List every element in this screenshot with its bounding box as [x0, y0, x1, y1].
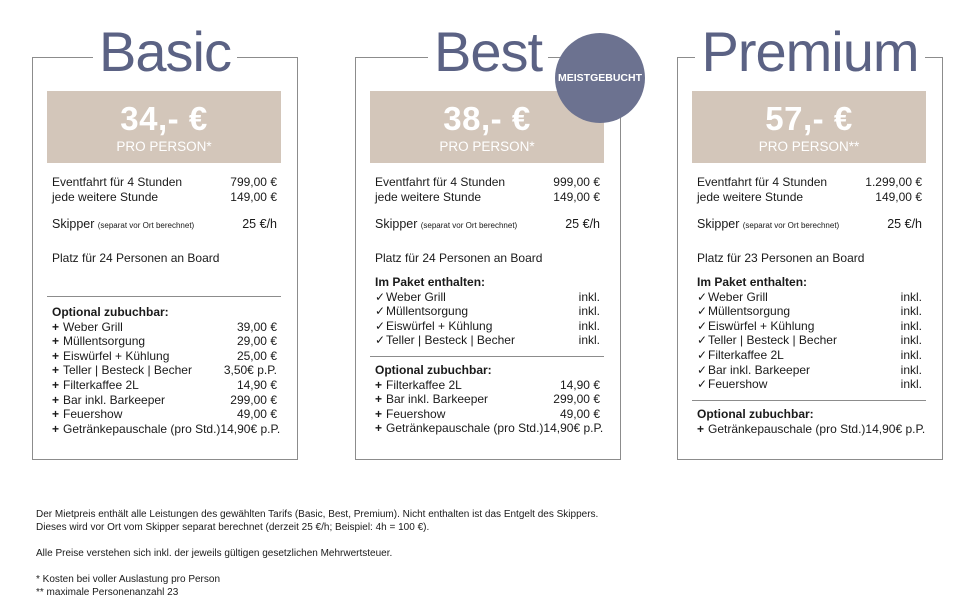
included-list — [697, 275, 922, 392]
skipper-value: 25 €/h — [565, 217, 600, 231]
eventfahrt-label: Eventfahrt für 4 Stunden — [52, 175, 183, 189]
plus-icon: + — [375, 406, 383, 421]
divider — [692, 400, 926, 401]
item-label: Weber Grill — [63, 319, 123, 334]
optional-heading: Optional zubuchbar: — [52, 305, 169, 319]
extra-hour-label: jede weitere Stunde — [375, 189, 482, 204]
item-label: Bar inkl. Barkeeper — [63, 392, 166, 407]
plus-icon: + — [52, 363, 60, 378]
item-value: 14,90€ p.P. — [220, 421, 281, 436]
list-item — [375, 378, 600, 393]
card-title: Premium — [695, 20, 924, 83]
item-label: Bar inkl. Barkeeper — [386, 392, 489, 407]
footnote-double-asterisk: ** maximale Personenanzahl 23 — [36, 587, 179, 598]
base-prices — [697, 175, 922, 204]
price: 38,- € — [443, 100, 531, 137]
list-item — [52, 334, 277, 349]
item-value: 25,00 € — [236, 348, 277, 363]
item-label: Müllentsorgung — [708, 304, 791, 319]
item-value: inkl. — [900, 362, 922, 377]
item-label: Getränkepauschale (pro Std.) — [63, 421, 221, 436]
item-value: 299,00 € — [553, 392, 600, 407]
list-item — [697, 377, 922, 392]
checkmark-icon: ✓ — [375, 333, 386, 348]
extra-hour-value: 149,00 € — [875, 189, 922, 204]
item-value: inkl. — [900, 318, 922, 333]
item-value: 14,90€ p.P. — [865, 421, 926, 436]
skipper-label: Skipper — [697, 217, 740, 231]
capacity: Platz für 23 Personen an Board — [697, 251, 865, 265]
item-value: inkl. — [900, 289, 922, 304]
list-item — [697, 319, 922, 334]
price: 57,- € — [765, 100, 853, 137]
price-box — [692, 91, 926, 163]
plus-icon: + — [697, 421, 705, 436]
item-value: 39,00 € — [236, 319, 277, 334]
list-item — [375, 290, 600, 305]
extra-hour-value: 149,00 € — [553, 189, 600, 204]
list-item — [697, 348, 922, 363]
list-item — [697, 363, 922, 378]
checkmark-icon: ✓ — [697, 347, 708, 362]
optional-list — [52, 305, 281, 436]
base-prices — [375, 175, 600, 204]
item-value: 14,90€ p.P. — [543, 421, 604, 436]
skipper-note: (separat vor Ort berechnet) — [742, 221, 840, 230]
eventfahrt-label: Eventfahrt für 4 Stunden — [697, 175, 828, 189]
item-label: Feuershow — [386, 406, 446, 421]
divider — [370, 356, 604, 357]
skipper-value: 25 €/h — [887, 217, 922, 231]
plus-icon: + — [52, 421, 60, 436]
list-item — [52, 421, 281, 437]
item-label: Weber Grill — [708, 289, 768, 304]
price: 34,- € — [120, 100, 208, 137]
list-item — [52, 349, 277, 364]
skipper-note: (separat vor Ort berechnet) — [420, 221, 518, 230]
item-label: Müllentsorgung — [386, 304, 469, 319]
checkmark-icon: ✓ — [697, 289, 708, 304]
price-per-person: PRO PERSON* — [439, 139, 535, 154]
item-value: inkl. — [900, 377, 922, 392]
card-title: Best — [428, 20, 548, 83]
eventfahrt-value: 1.299,00 € — [865, 175, 922, 189]
footnote-line: Alle Preise verstehen sich inkl. der jeweils gültigen gesetzlichen Mehrwertsteuer. — [36, 548, 393, 559]
footnote-line: Dieses wird vor Ort vom Skipper separat berechnet (derzeit 25 €/h; Beispiel: 4h = 100 €). — [36, 522, 430, 533]
divider — [47, 296, 281, 297]
price-per-person: PRO PERSON* — [116, 139, 212, 154]
skipper-row — [697, 217, 922, 234]
item-value: 14,90 € — [559, 377, 600, 392]
item-label: Weber Grill — [386, 289, 446, 304]
checkmark-icon: ✓ — [697, 304, 708, 319]
item-label: Feuershow — [63, 407, 123, 422]
included-heading: Im Paket enthalten: — [697, 275, 808, 289]
item-value: inkl. — [578, 318, 600, 333]
plus-icon: + — [52, 319, 60, 334]
checkmark-icon: ✓ — [697, 377, 708, 392]
item-value: 49,00 € — [559, 406, 600, 421]
checkmark-icon: ✓ — [375, 304, 386, 319]
list-item — [375, 392, 600, 407]
footnotes — [36, 508, 598, 599]
price-box — [47, 91, 281, 163]
extra-hour-label: jede weitere Stunde — [697, 189, 804, 204]
plus-icon: + — [375, 377, 383, 392]
optional-list — [697, 407, 926, 436]
list-item — [52, 363, 277, 378]
item-label: Teller | Besteck | Becher — [386, 333, 515, 348]
item-label: Teller | Besteck | Becher — [63, 363, 192, 378]
list-item — [375, 333, 600, 348]
item-value: inkl. — [578, 289, 600, 304]
item-label: Feuershow — [708, 377, 768, 392]
bestseller-badge: MEISTGEBUCHT — [555, 33, 645, 123]
extra-hour-value: 149,00 € — [230, 189, 277, 204]
list-item — [697, 421, 926, 437]
skipper-value: 25 €/h — [242, 217, 277, 231]
item-label: Eiswürfel + Kühlung — [386, 318, 493, 333]
checkmark-icon: ✓ — [375, 289, 386, 304]
tariff-card-premium — [677, 20, 943, 460]
item-value: 299,00 € — [230, 392, 277, 407]
capacity: Platz für 24 Personen an Board — [52, 251, 220, 265]
list-item — [697, 333, 922, 348]
capacity: Platz für 24 Personen an Board — [375, 251, 543, 265]
item-value: 49,00 € — [236, 407, 277, 422]
plus-icon: + — [52, 348, 60, 363]
skipper-note: (separat vor Ort berechnet) — [97, 221, 195, 230]
checkmark-icon: ✓ — [375, 318, 386, 333]
item-label: Müllentsorgung — [63, 334, 146, 349]
optional-heading: Optional zubuchbar: — [375, 363, 492, 377]
item-value: 3,50€ p.P. — [223, 363, 277, 378]
item-label: Filterkaffee 2L — [63, 377, 139, 392]
plus-icon: + — [375, 392, 383, 407]
item-label: Filterkaffee 2L — [386, 377, 462, 392]
optional-heading: Optional zubuchbar: — [697, 407, 814, 421]
skipper-label: Skipper — [52, 217, 95, 231]
list-item — [52, 407, 277, 422]
checkmark-icon: ✓ — [697, 318, 708, 333]
item-label: Bar inkl. Barkeeper — [708, 362, 811, 377]
item-value: inkl. — [900, 347, 922, 362]
item-value: inkl. — [578, 304, 600, 319]
list-item — [375, 407, 600, 422]
item-label: Filterkaffee 2L — [708, 347, 784, 362]
list-item — [375, 421, 604, 436]
eventfahrt-value: 999,00 € — [553, 175, 600, 189]
item-value: 14,90 € — [236, 377, 277, 392]
plus-icon: + — [52, 392, 60, 407]
footnote-line: Der Mietpreis enthält alle Leistungen des gewählten Tarifs (Basic, Best, Premium). Nicht enthalten ist das Entgelt des Skippers. — [36, 509, 599, 520]
item-label: Teller | Besteck | Becher — [708, 333, 837, 348]
checkmark-icon: ✓ — [697, 333, 708, 348]
eventfahrt-label: Eventfahrt für 4 Stunden — [375, 175, 506, 189]
skipper-row — [52, 217, 277, 234]
plus-icon: + — [375, 421, 383, 436]
list-item — [375, 319, 600, 334]
list-item — [697, 290, 922, 305]
skipper-label: Skipper — [375, 217, 418, 231]
item-value: inkl. — [900, 333, 922, 348]
plus-icon: + — [52, 407, 60, 422]
list-item — [697, 304, 922, 319]
list-item — [52, 393, 277, 408]
included-list — [375, 275, 600, 348]
price-per-person: PRO PERSON** — [758, 139, 860, 154]
item-value: 29,00 € — [236, 334, 277, 349]
list-item — [52, 378, 277, 393]
plus-icon: + — [52, 334, 60, 349]
extra-hour-label: jede weitere Stunde — [52, 189, 159, 204]
list-item — [52, 320, 277, 335]
item-label: Getränkepauschale (pro Std.) — [386, 421, 544, 436]
item-value: inkl. — [578, 333, 600, 348]
skipper-row — [375, 217, 600, 234]
tariff-card-basic — [32, 20, 298, 460]
included-heading: Im Paket enthalten: — [375, 275, 486, 289]
eventfahrt-value: 799,00 € — [230, 175, 277, 189]
footnote-asterisk: * Kosten bei voller Auslastung pro Person — [36, 574, 220, 585]
optional-list — [375, 363, 604, 436]
item-value: inkl. — [900, 304, 922, 319]
item-label: Eiswürfel + Kühlung — [708, 318, 815, 333]
list-item — [375, 304, 600, 319]
item-label: Getränkepauschale (pro Std.) — [708, 421, 866, 436]
card-title: Basic — [93, 20, 237, 83]
base-prices — [52, 175, 277, 204]
plus-icon: + — [52, 377, 60, 392]
checkmark-icon: ✓ — [697, 362, 708, 377]
item-label: Eiswürfel + Kühlung — [63, 348, 170, 363]
